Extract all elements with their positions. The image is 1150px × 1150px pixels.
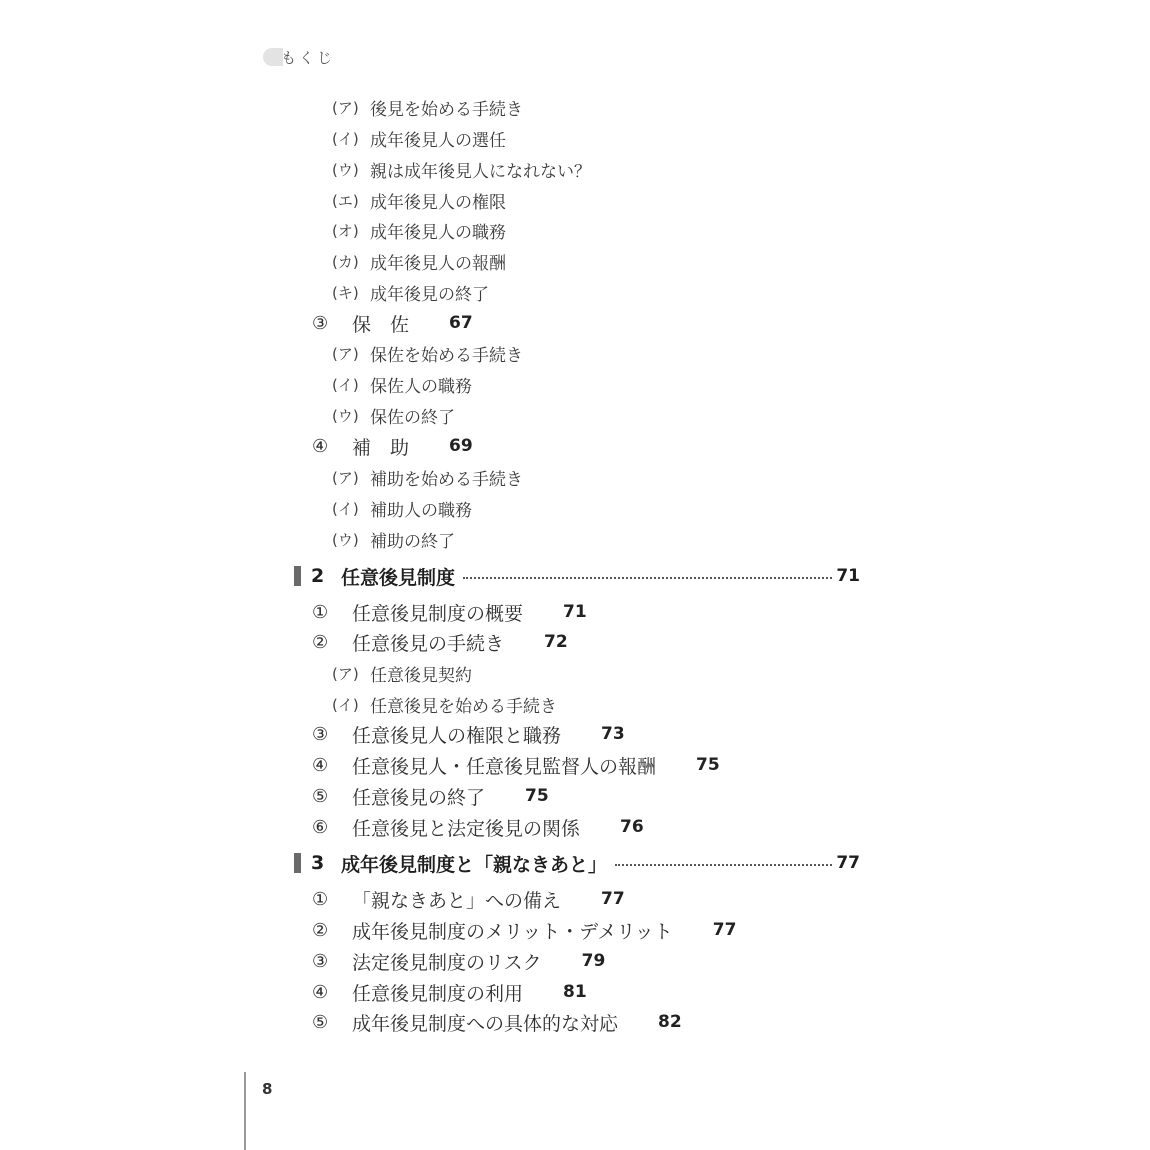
toc-subitem[interactable] <box>332 400 455 430</box>
toc-item-text: 任意後見の終了 <box>352 786 486 809</box>
toc-subitem[interactable] <box>332 154 591 184</box>
toc-item-page: 75 <box>696 755 720 775</box>
toc-subitem-marker: (ア) <box>332 664 359 683</box>
folio-rule <box>244 1072 246 1150</box>
section-page: 71 <box>836 566 860 586</box>
toc-subitem-text: 補助人の職務 <box>370 500 472 521</box>
toc-subitem-text: 成年後見人の権限 <box>370 192 506 213</box>
toc-subitem-marker: (カ) <box>332 252 359 271</box>
section-title: 成年後見制度と「親なきあと」 <box>341 853 608 876</box>
toc-item-text: 保 佐 <box>352 313 410 336</box>
toc-item-text: 「親なきあと」への備え <box>352 889 562 912</box>
toc-subitem-text: 保佐の終了 <box>370 407 455 428</box>
toc-item[interactable] <box>312 977 587 1007</box>
toc-item-hojo[interactable] <box>312 431 473 461</box>
section-bar-marker <box>294 853 301 873</box>
toc-item-marker: ④ <box>312 981 329 1003</box>
toc-subitem[interactable] <box>332 277 489 307</box>
toc-subitem-text: 後見を始める手続き <box>370 99 523 120</box>
toc-subitem[interactable] <box>332 185 506 215</box>
toc-subitem[interactable] <box>332 689 557 719</box>
toc-item-page: 81 <box>563 982 587 1002</box>
toc-item[interactable] <box>312 719 625 749</box>
toc-item-marker: ② <box>312 631 329 653</box>
dot-leader <box>463 577 832 579</box>
toc-subitem-text: 任意後見契約 <box>370 665 472 686</box>
toc-item[interactable] <box>312 597 587 627</box>
toc-subitem[interactable] <box>332 493 472 523</box>
toc-item-text: 任意後見人の権限と職務 <box>352 724 562 747</box>
toc-subitem-marker: (ア) <box>332 468 359 487</box>
toc-item-page: 77 <box>712 920 737 940</box>
toc-subitem[interactable] <box>332 658 472 688</box>
toc-subitem-text: 保佐を始める手続き <box>370 345 523 366</box>
toc-subitem-marker: (イ) <box>332 375 359 394</box>
toc-subitem-marker: (オ) <box>332 221 359 240</box>
toc-item-page: 71 <box>563 602 587 622</box>
toc-subitem-text: 親は成年後見人になれない？ <box>370 161 591 182</box>
toc-item-marker: ⑥ <box>312 816 329 838</box>
toc-subitem-text: 保佐人の職務 <box>370 376 472 397</box>
toc-item[interactable] <box>312 884 625 914</box>
toc-item-page: 75 <box>525 786 549 806</box>
toc-item[interactable] <box>312 946 605 976</box>
section-bar-marker <box>294 566 301 586</box>
toc-subitem[interactable] <box>332 524 455 554</box>
toc-item-marker: ⑤ <box>312 785 329 807</box>
toc-item-marker: ④ <box>312 435 329 457</box>
toc-item-page: 79 <box>581 951 606 971</box>
toc-item[interactable] <box>312 1007 682 1037</box>
toc-item-marker: ④ <box>312 754 329 776</box>
section-title: 任意後見制度 <box>341 566 456 589</box>
toc-item-text: 任意後見制度の利用 <box>352 982 524 1005</box>
toc-subitem-marker: (キ) <box>332 283 359 302</box>
toc-item-text: 任意後見人・任意後見監督人の報酬 <box>352 755 657 778</box>
toc-item-page: 69 <box>449 436 473 456</box>
toc-subitem-text: 補助の終了 <box>370 531 455 552</box>
header-title: もくじ <box>281 48 336 67</box>
toc-section-3[interactable] <box>294 848 860 878</box>
toc-subitem[interactable] <box>332 246 506 276</box>
toc-item-marker: ① <box>312 888 329 910</box>
toc-item-page: 76 <box>620 817 644 837</box>
toc-section-2[interactable] <box>294 561 860 591</box>
toc-subitem-marker: (イ) <box>332 129 359 148</box>
toc-item[interactable] <box>312 781 549 811</box>
toc-subitem-marker: (イ) <box>332 499 359 518</box>
toc-subitem[interactable] <box>332 215 506 245</box>
toc-subitem-marker: (ウ) <box>332 160 359 179</box>
toc-subitem-marker: (ウ) <box>332 530 359 549</box>
toc-item-marker: ③ <box>312 950 329 972</box>
toc-item[interactable] <box>312 627 568 657</box>
toc-item-text: 任意後見と法定後見の関係 <box>352 817 581 840</box>
toc-item-marker: ③ <box>312 723 329 745</box>
toc-subitem-text: 補助を始める手続き <box>370 469 523 490</box>
toc-item-marker: ② <box>312 919 329 941</box>
toc-item-marker: ⑤ <box>312 1011 329 1033</box>
toc-item-page: 77 <box>601 889 625 909</box>
toc-subitem-text: 成年後見の終了 <box>370 284 489 305</box>
section-number: 3 <box>311 852 325 874</box>
section-number: 2 <box>311 565 325 587</box>
toc-item-page: 72 <box>544 632 568 652</box>
toc-subitem-text: 成年後見人の報酬 <box>370 253 506 274</box>
toc-item-text: 補 助 <box>352 436 410 459</box>
toc-item-text: 成年後見制度のメリット・デメリット <box>352 920 673 943</box>
toc-subitem-marker: (ウ) <box>332 406 359 425</box>
toc-item-text: 法定後見制度のリスク <box>352 951 542 974</box>
toc-subitem[interactable] <box>332 369 472 399</box>
toc-subitem-marker: (エ) <box>332 191 359 210</box>
toc-item-page: 73 <box>601 724 625 744</box>
toc-subitem-text: 成年後見人の選任 <box>370 130 506 151</box>
section-page: 77 <box>836 853 860 873</box>
toc-item[interactable] <box>312 915 736 945</box>
page-number: 8 <box>262 1080 273 1098</box>
toc-subitem-marker: (ア) <box>332 344 359 363</box>
toc-item-marker: ③ <box>312 312 329 334</box>
toc-subitem[interactable] <box>332 123 506 153</box>
dot-leader <box>615 864 832 866</box>
toc-subitem[interactable] <box>332 338 523 368</box>
toc-item-text: 任意後見の手続き <box>352 632 505 655</box>
toc-subitem[interactable] <box>332 462 523 492</box>
toc-subitem-text: 成年後見人の職務 <box>370 222 506 243</box>
toc-item-page: 67 <box>449 313 473 333</box>
toc-subitem[interactable] <box>332 92 523 122</box>
toc-item[interactable] <box>312 812 644 842</box>
toc-item[interactable] <box>312 750 720 780</box>
toc-item-text: 任意後見制度の概要 <box>352 602 524 625</box>
toc-subitem-marker: (ア) <box>332 98 359 117</box>
toc-item-hosa[interactable] <box>312 308 473 338</box>
toc-item-page: 82 <box>658 1012 682 1032</box>
toc-item-text: 成年後見制度への具体的な対応 <box>352 1012 619 1035</box>
toc-subitem-marker: (イ) <box>332 695 359 714</box>
toc-item-marker: ① <box>312 601 329 623</box>
toc-subitem-text: 任意後見を始める手続き <box>370 696 557 717</box>
